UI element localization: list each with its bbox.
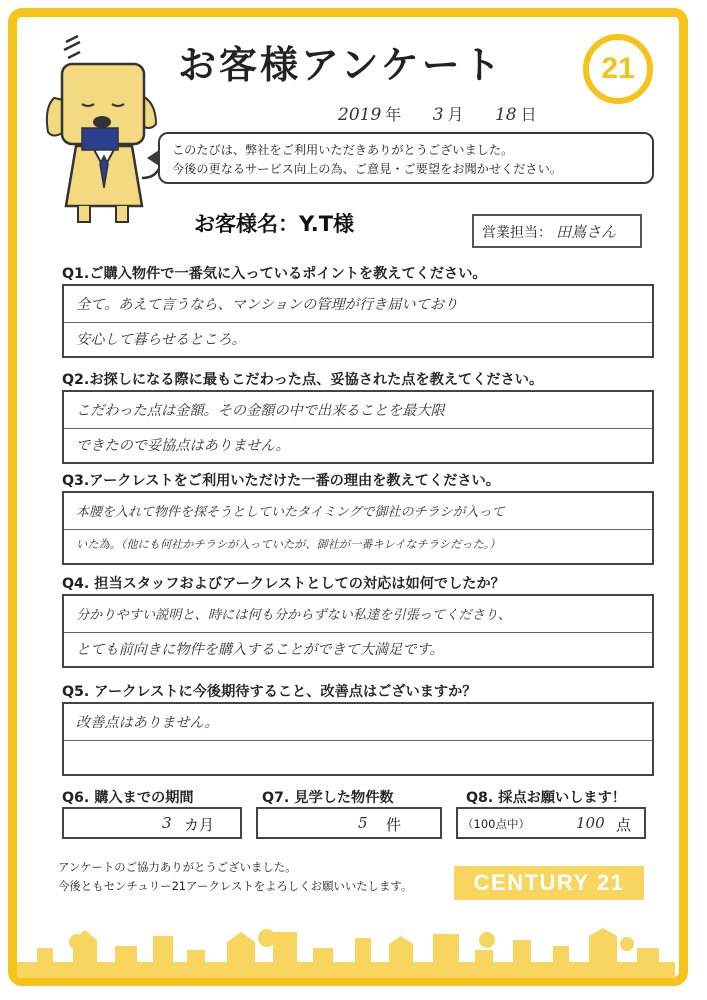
sales-rep-box bbox=[472, 214, 642, 248]
answer-divider bbox=[64, 529, 652, 530]
q6-value: 3 bbox=[162, 814, 172, 832]
footer-line-1: アンケートのご協力ありがとうございました。 bbox=[58, 860, 297, 874]
answer-divider bbox=[64, 740, 652, 741]
answer-2-line-2: できたので妥協点はありません。 bbox=[76, 438, 290, 454]
answer-1-line-1: 全て。あえて言うなら、マンションの管理が行き届いており bbox=[76, 297, 459, 313]
answer-3-line-1: 本腰を入れて物件を探そうとしていたタイミングで御社のチラシが入って bbox=[76, 505, 505, 520]
answer-2-box bbox=[62, 390, 654, 464]
intro-line-1: このたびは、弊社をご利用いただきありがとうございました。 bbox=[172, 143, 514, 157]
q6-answer-box bbox=[62, 807, 242, 839]
answer-5-line-1: 改善点はありません。 bbox=[76, 715, 219, 731]
q8-value: 100 bbox=[576, 814, 605, 832]
year-unit: 年 bbox=[385, 105, 402, 124]
footer-message bbox=[58, 858, 412, 896]
q7-value: 5 bbox=[358, 814, 368, 832]
mascot-dog-icon bbox=[34, 28, 174, 228]
century21-logo-icon: 21 bbox=[583, 34, 653, 104]
answer-4-line-2: とても前向きに物件を購入することができて大満足です。 bbox=[76, 642, 444, 658]
month-unit: 月 bbox=[447, 105, 464, 124]
q8-unit: 点 bbox=[616, 816, 632, 834]
answer-divider bbox=[64, 322, 652, 323]
century21-brand-bar: CENTURY 21 bbox=[454, 866, 644, 900]
town-skyline-icon bbox=[17, 922, 679, 978]
answer-3-line-2: いた為。（他にも何社かチラシが入っていたが、御社が一番キレイなチラシだった。） bbox=[76, 538, 501, 551]
date-year: 2019 bbox=[338, 105, 382, 125]
q7-unit: 件 bbox=[386, 816, 402, 834]
answer-3-box bbox=[62, 491, 654, 565]
question-7-label: Q7. 見学した物件数 bbox=[262, 790, 394, 806]
page-title: お客様アンケート bbox=[178, 43, 504, 87]
answer-1-box bbox=[62, 284, 654, 358]
q8-answer-box bbox=[456, 807, 646, 839]
question-3-label: Q3.アークレストをご利用いただけた一番の理由を教えてください。 bbox=[62, 473, 500, 489]
q8-note: （100点中） bbox=[462, 817, 530, 831]
answer-5-box bbox=[62, 702, 654, 776]
customer-label: お客様名： bbox=[194, 212, 299, 236]
answer-divider bbox=[64, 632, 652, 633]
answer-divider bbox=[64, 428, 652, 429]
customer-name bbox=[194, 208, 354, 238]
sales-label: 営業担当： bbox=[482, 225, 552, 241]
answer-4-box bbox=[62, 594, 654, 668]
question-2-label: Q2.お探しになる際に最もこだわった点、妥協された点を教えてください。 bbox=[62, 372, 544, 388]
answer-2-line-1: こだわった点は金額。その金額の中で出来ることを最大限 bbox=[76, 403, 445, 419]
question-1-label: Q1.ご購入物件で一番気に入っているポイントを教えてください。 bbox=[62, 266, 487, 282]
q6-unit: カ月 bbox=[184, 816, 215, 834]
day-unit: 日 bbox=[520, 105, 537, 124]
question-6-label: Q6. 購入までの期間 bbox=[62, 790, 194, 806]
survey-date bbox=[338, 102, 541, 125]
answer-4-line-1: 分かりやすい説明と、時には何も分からずない私達を引張ってくださり、 bbox=[76, 608, 512, 623]
question-4-label: Q4. 担当スタッフおよびアークレストとしての対応は如何でしたか？ bbox=[62, 576, 505, 592]
q7-answer-box bbox=[256, 807, 442, 839]
intro-line-2: 今後の更なるサービス向上の為、ご意見・ご要望をお聞かせください。 bbox=[172, 162, 562, 176]
date-month: 3 bbox=[432, 105, 444, 125]
sales-value: 田嶌さん bbox=[556, 223, 617, 241]
customer-value: Y.T様 bbox=[299, 212, 355, 236]
date-day: 18 bbox=[494, 105, 517, 125]
question-8-label: Q8. 採点お願いします！ bbox=[466, 790, 626, 806]
answer-1-line-2: 安心して暮らせるところ。 bbox=[76, 332, 246, 348]
footer-line-2: 今後ともセンチュリー21アークレストをよろしくお願いいたします。 bbox=[58, 879, 413, 893]
question-5-label: Q5. アークレストに今後期待すること、改善点はございますか？ bbox=[62, 684, 477, 700]
intro-speech-bubble bbox=[158, 132, 654, 184]
